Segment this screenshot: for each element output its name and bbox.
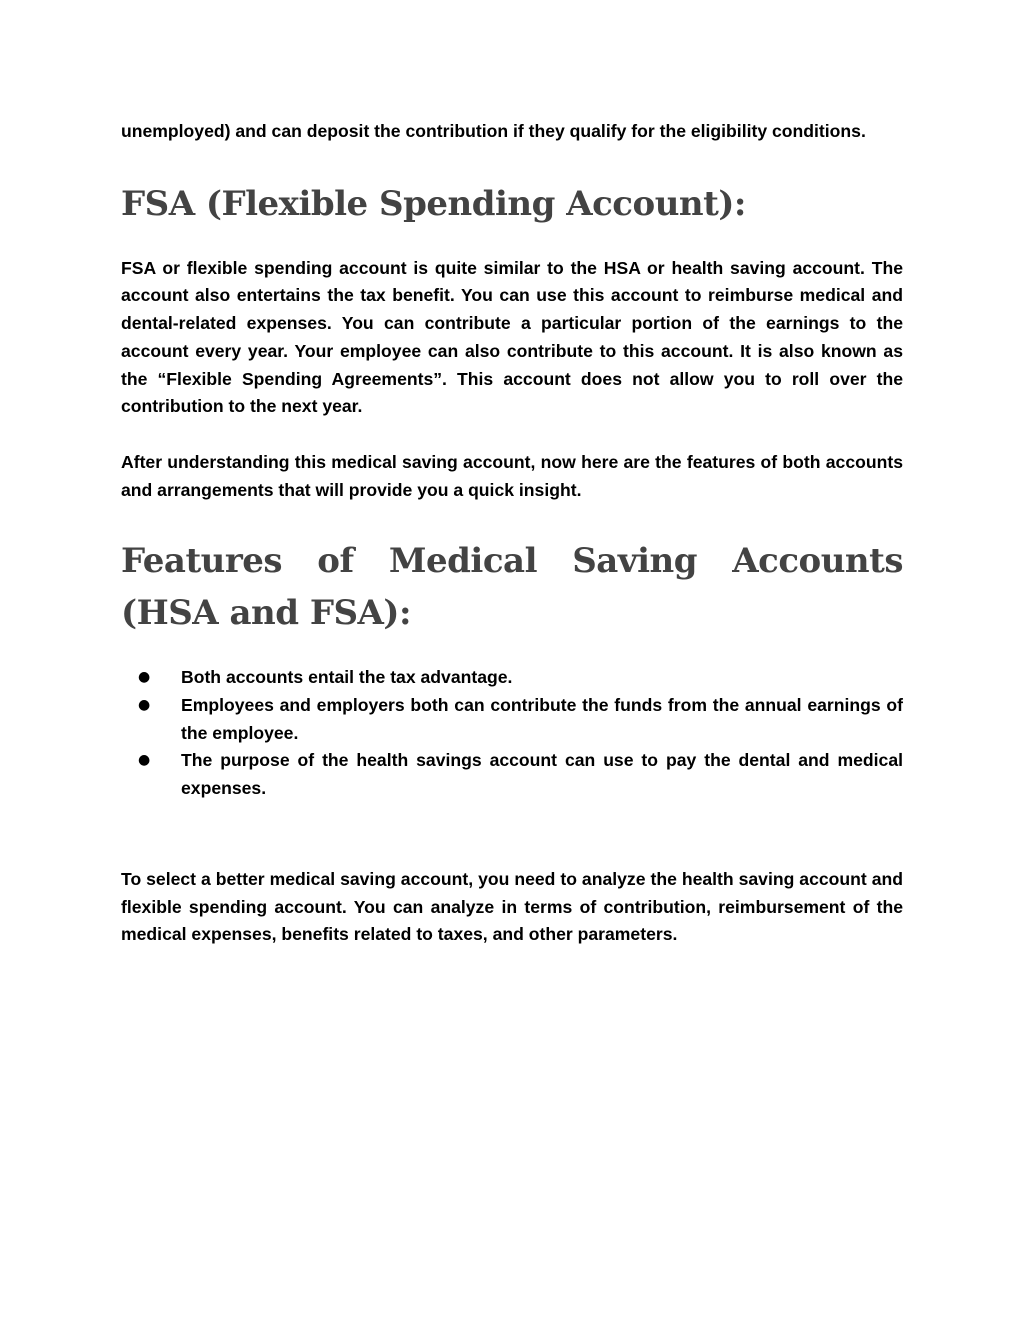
features-list: [121, 664, 903, 803]
intro-paragraph: unemployed) and can deposit the contribution if they qualify for the eligibility conditions.: [121, 121, 866, 141]
bullet-icon: ●: [138, 752, 151, 769]
list-item-text: The purpose of the health savings account can use to pay the dental and medical expenses.: [181, 750, 903, 799]
bullet-icon: ●: [138, 669, 151, 686]
fsa-paragraph: FSA or flexible spending account is quite similar to the HSA or health saving account. The account also entertains the tax benefit. You can use this account to reimburse medical and dental-related expenses. You can contribute a particular portion of the earnings to the account every year. Your employee can also contribute to this account. It is also known as the “Flexible Spending Agreements”. This account does not allow you to roll over the contribution to the next year.: [121, 257, 903, 417]
transition-paragraph: After understanding this medical saving account, now here are the features of both accounts and arrangements that will provide you a quick insight.: [121, 451, 903, 500]
list-item: [121, 692, 903, 747]
list-item-text: Both accounts entail the tax advantage.: [181, 667, 513, 688]
bullet-icon: ●: [138, 697, 151, 714]
document-page: [121, 118, 903, 949]
list-item-text: Employees and employers both can contribute the funds from the annual earnings of the employee.: [181, 695, 903, 743]
list-item: [121, 664, 903, 692]
features-heading: Features of Medical Saving Accounts (HSA and FSA):: [121, 541, 903, 634]
list-item: [121, 747, 903, 802]
fsa-heading: FSA (Flexible Spending Account):: [121, 183, 746, 224]
closing-paragraph: To select a better medical saving account, you need to analyze the health saving account and flexible spending account. You can analyze in terms of contribution, reimbursement of the medical expenses, benefits related to taxes, and other parameters.: [121, 868, 903, 945]
